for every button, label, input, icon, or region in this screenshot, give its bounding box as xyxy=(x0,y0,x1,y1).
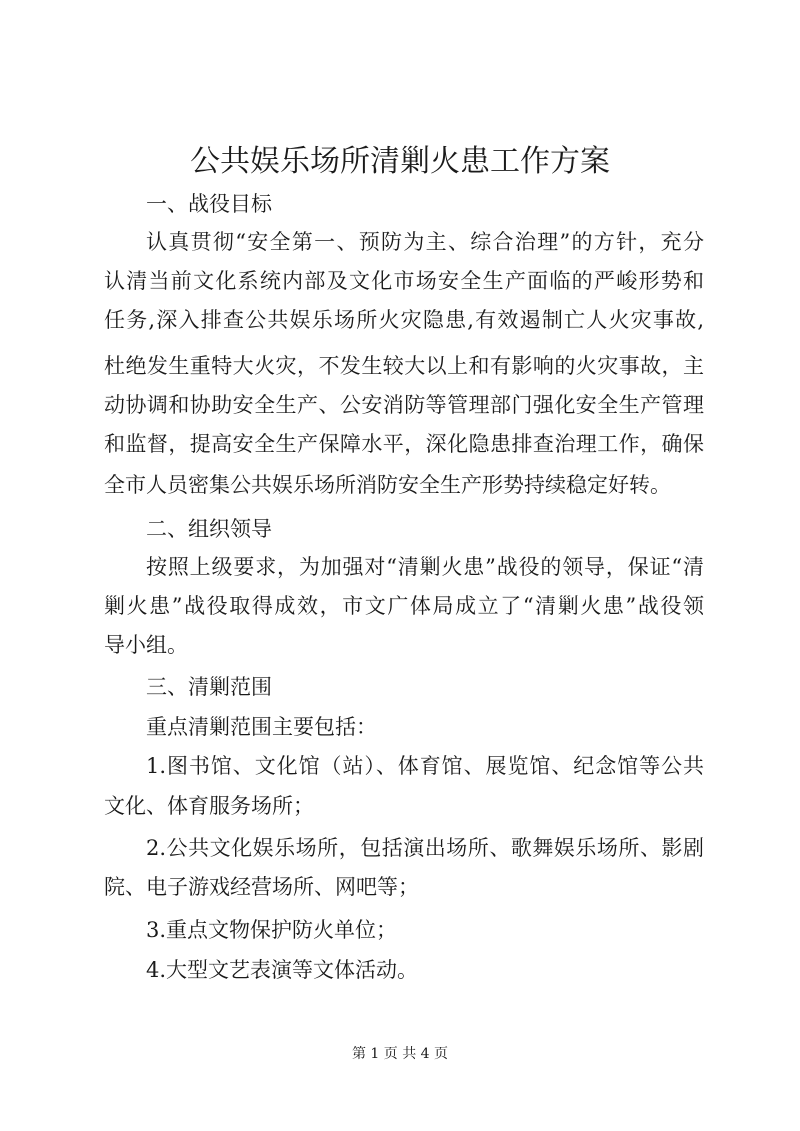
text-line: 认清当前文化系统内部及文化市场安全生产面临的严峻形势和 xyxy=(104,269,704,293)
text-line: 2.公共文化娱乐场所，包括演出场所、歌舞娱乐场所、影剧 xyxy=(146,836,704,860)
text-line: 3.重点文物保护防火单位； xyxy=(146,918,398,942)
text-line: 全市人员密集公共娱乐场所消防安全生产形势持续稳定好转。 xyxy=(104,473,671,497)
text-line: 1.图书馆、文化馆（站）、体育馆、展览馆、纪念馆等公共 xyxy=(146,754,704,778)
text-line: 杜绝发生重特大火灾，不发生较大以上和有影响的火灾事故，主 xyxy=(104,354,704,378)
text-line: 一、战役目标 xyxy=(146,192,272,216)
text-line: 和监督，提高安全生产保障水平，深化隐患排查治理工作，确保 xyxy=(104,432,704,456)
text-line: 任务,深入排查公共娱乐场所火灾隐患,有效遏制亡人火灾事故, xyxy=(104,308,704,332)
text-line: 按照上级要求，为加强对“清剿火患”战役的领导，保证“清 xyxy=(146,555,704,579)
text-line: 剿火患”战役取得成效，市文广体局成立了“清剿火患”战役领 xyxy=(104,594,704,618)
text-line: 导小组。 xyxy=(104,633,188,657)
page-title: 公共娱乐场所清剿火患工作方案 xyxy=(190,144,610,179)
text-line: 二、组织领导 xyxy=(146,517,272,541)
text-line: 重点清剿范围主要包括： xyxy=(146,715,377,739)
text-line: 三、清剿范围 xyxy=(146,675,272,699)
page-footer: 第 1 页 共 4 页 xyxy=(351,1046,449,1062)
text-line: 院、电子游戏经营场所、网吧等； xyxy=(104,875,419,899)
text-line: 4.大型文艺表演等文体活动。 xyxy=(146,958,419,982)
text-line: 动协调和协助安全生产、公安消防等管理部门强化安全生产管理 xyxy=(104,393,704,417)
text-line: 文化、体育服务场所； xyxy=(104,794,314,818)
text-line: 认真贯彻“安全第一、预防为主、综合治理”的方针，充分 xyxy=(146,230,704,254)
